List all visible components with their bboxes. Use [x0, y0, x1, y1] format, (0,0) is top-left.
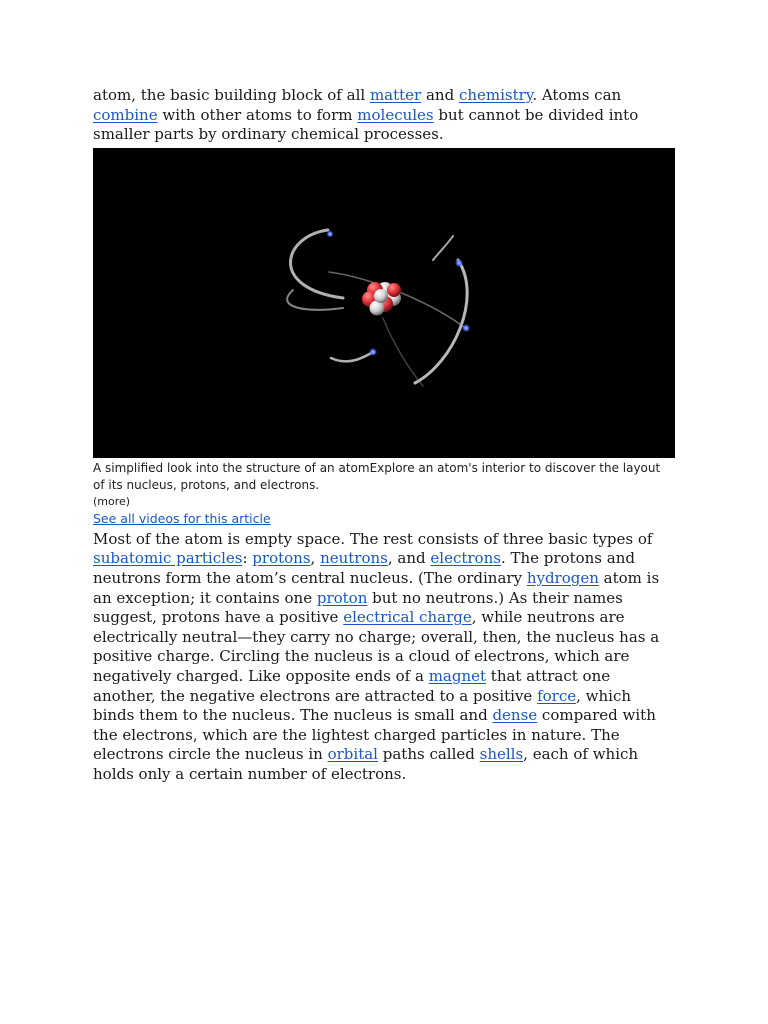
more-toggle[interactable]: (more) — [93, 494, 131, 508]
link-hydrogen[interactable]: hydrogen — [526, 568, 599, 587]
electron — [369, 348, 377, 356]
proton — [387, 283, 401, 297]
intro-text: . Atoms can — [532, 86, 622, 104]
video-caption: A simplified look into the structure of an atomExplore an atom's interior to discover the layout of its nucleus, protons, and electrons. — [93, 460, 661, 492]
intro-text: with other atoms to form — [157, 105, 358, 124]
electron — [327, 230, 334, 237]
body-text: compared with the electrons, which are the lightest charged particles in nature. The electrons circle the nucleus in — [93, 706, 656, 764]
see-all-videos-link[interactable]: See all videos for this article — [93, 510, 271, 526]
link-neutrons[interactable]: neutrons — [320, 549, 388, 568]
link-molecules[interactable]: molecules — [357, 105, 434, 124]
link-protons[interactable]: protons — [252, 549, 311, 568]
link-electrons[interactable]: electrons — [430, 549, 501, 568]
link-shells[interactable]: shells — [479, 745, 524, 764]
link-magnet[interactable]: magnet — [428, 666, 487, 685]
link-matter[interactable]: matter — [369, 86, 422, 104]
link-orbital[interactable]: orbital — [327, 745, 378, 764]
article — [93, 86, 675, 785]
link-subatomic-particles[interactable]: subatomic particles — [93, 549, 243, 568]
body-text: , each of which holds only a certain number of electrons. — [93, 745, 639, 783]
body-text: atom is an exception; it contains one — [93, 568, 660, 607]
atom-illustration — [93, 148, 675, 458]
body-paragraph — [93, 530, 675, 785]
body-text: paths called — [377, 745, 480, 764]
atom-video[interactable] — [93, 148, 675, 458]
body-text: but no neutrons.) As their names suggest, protons have a positive — [93, 588, 623, 627]
intro-text: and — [421, 86, 459, 104]
electron — [462, 324, 470, 332]
link-electrical-charge[interactable]: electrical charge — [343, 608, 472, 627]
link-proton[interactable]: proton — [316, 588, 368, 607]
body-text: Most of the atom is empty space. The rest consists of three basic types of — [93, 529, 653, 548]
link-combine[interactable]: combine — [93, 105, 158, 124]
link-force[interactable]: force — [537, 686, 577, 705]
intro-paragraph — [93, 86, 675, 145]
nucleus — [362, 282, 401, 316]
neutron — [374, 289, 388, 303]
body-text: , which binds them to the nucleus. The nucleus is small and — [93, 686, 632, 725]
electron — [455, 259, 463, 267]
link-chemistry[interactable]: chemistry — [458, 86, 533, 104]
intro-text: atom, the basic building block of all — [93, 86, 370, 104]
body-text: that attract one another, the negative electrons are attracted to a positive — [93, 666, 611, 705]
body-text: , and — [387, 549, 431, 568]
link-dense[interactable]: dense — [492, 706, 538, 725]
intro-text: but cannot be divided into smaller parts by ordinary chemical processes. — [93, 105, 639, 144]
body-text: , — [310, 549, 321, 568]
body-text: . The protons and neutrons form the atom’s central nucleus. (The ordinary — [93, 549, 635, 587]
body-text: : — [242, 549, 253, 568]
body-text: , while neutrons are electrically neutral—they carry no charge; overall, then, the nucleus has a positive charge. Circling the nucleus is a cloud of electrons, which are negatively charged. Like opposite ends of a — [93, 608, 660, 685]
